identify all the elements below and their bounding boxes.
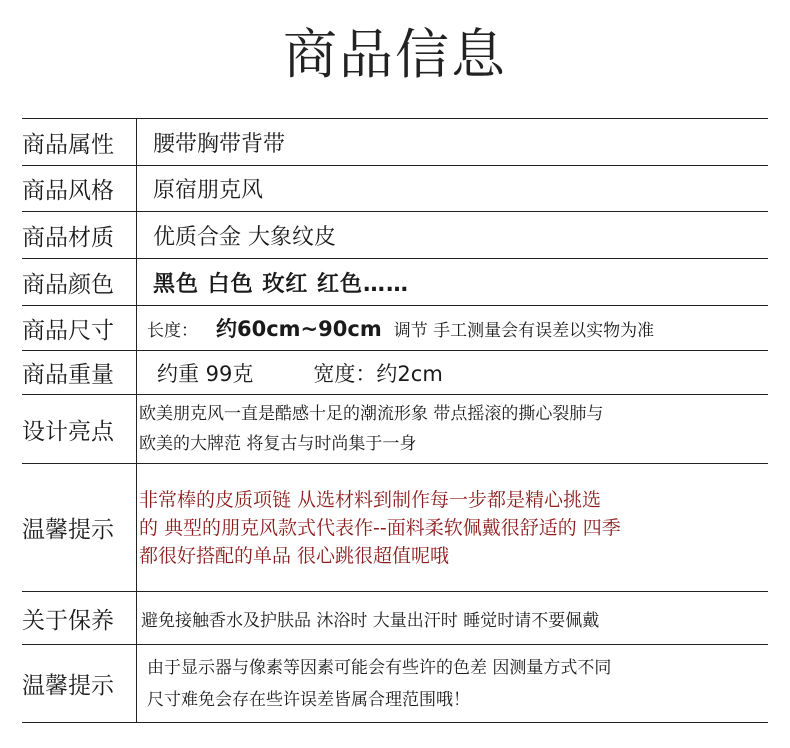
page-title: 商品信息 bbox=[283, 23, 507, 86]
product-info-table bbox=[22, 118, 768, 723]
row-value: 优质合金 大象纹皮 bbox=[153, 224, 336, 250]
row-value: 黑色 白色 玫红 红色…… bbox=[153, 271, 409, 297]
row-label: 商品属性 bbox=[22, 119, 137, 165]
text-line: 非常棒的皮质项链 从选材料到制作每一步都是精心挑选 bbox=[139, 488, 602, 511]
table-row-material bbox=[22, 211, 768, 258]
text-line: 的 典型的朋克风款式代表作--面料柔软佩戴很舒适的 四季 bbox=[139, 516, 621, 539]
row-label: 商品尺寸 bbox=[22, 306, 137, 350]
table-row-tips-2 bbox=[22, 644, 768, 723]
row-label: 温馨提示 bbox=[22, 645, 137, 722]
row-label: 设计亮点 bbox=[22, 395, 137, 463]
row-value: 原宿朋克风 bbox=[153, 178, 264, 203]
table-row-weight bbox=[22, 350, 768, 394]
row-value bbox=[137, 351, 768, 394]
row-value: 腰带胸带背带 bbox=[153, 131, 286, 157]
text-line: 尺寸难免会存在些许误差皆属合理范围哦！ bbox=[147, 689, 470, 710]
size-prefix: 长度： bbox=[147, 320, 198, 341]
row-value bbox=[137, 395, 768, 463]
size-value: 约60cm~90cm bbox=[216, 317, 382, 341]
text-line: 由于显示器与像素等因素可能会有些许的色差 因测量方式不同 bbox=[147, 657, 612, 678]
row-value bbox=[137, 645, 768, 722]
row-label: 温馨提示 bbox=[22, 464, 137, 591]
table-row-style bbox=[22, 165, 768, 211]
table-row-tips bbox=[22, 463, 768, 591]
row-value: 避免接触香水及护肤品 沐浴时 大量出汗时 睡觉时请不要佩戴 bbox=[141, 610, 600, 631]
row-label: 商品风格 bbox=[22, 166, 137, 211]
table-row-color bbox=[22, 258, 768, 305]
size-suffix: 调节 手工测量会有误差以实物为准 bbox=[393, 320, 655, 341]
weight-value: 约重 99克 bbox=[157, 361, 254, 386]
table-row-size bbox=[22, 305, 768, 350]
table-row-care bbox=[22, 591, 768, 644]
row-value bbox=[137, 464, 768, 591]
row-value bbox=[137, 306, 768, 350]
text-line: 都很好搭配的单品 很心跳很超值呢哦 bbox=[139, 544, 450, 567]
row-label: 商品颜色 bbox=[22, 259, 137, 305]
row-label: 关于保养 bbox=[22, 592, 137, 644]
width-value: 宽度：约2cm bbox=[313, 361, 443, 386]
text-line: 欧美的大牌范 将复古与时尚集于一身 bbox=[139, 434, 417, 454]
table-row-design-highlight bbox=[22, 394, 768, 463]
text-line: 欧美朋克风一直是酷感十足的潮流形象 带点摇滚的撕心裂肺与 bbox=[139, 404, 604, 424]
table-row-attribute bbox=[22, 118, 768, 165]
row-label: 商品材质 bbox=[22, 212, 137, 258]
row-label: 商品重量 bbox=[22, 351, 137, 394]
